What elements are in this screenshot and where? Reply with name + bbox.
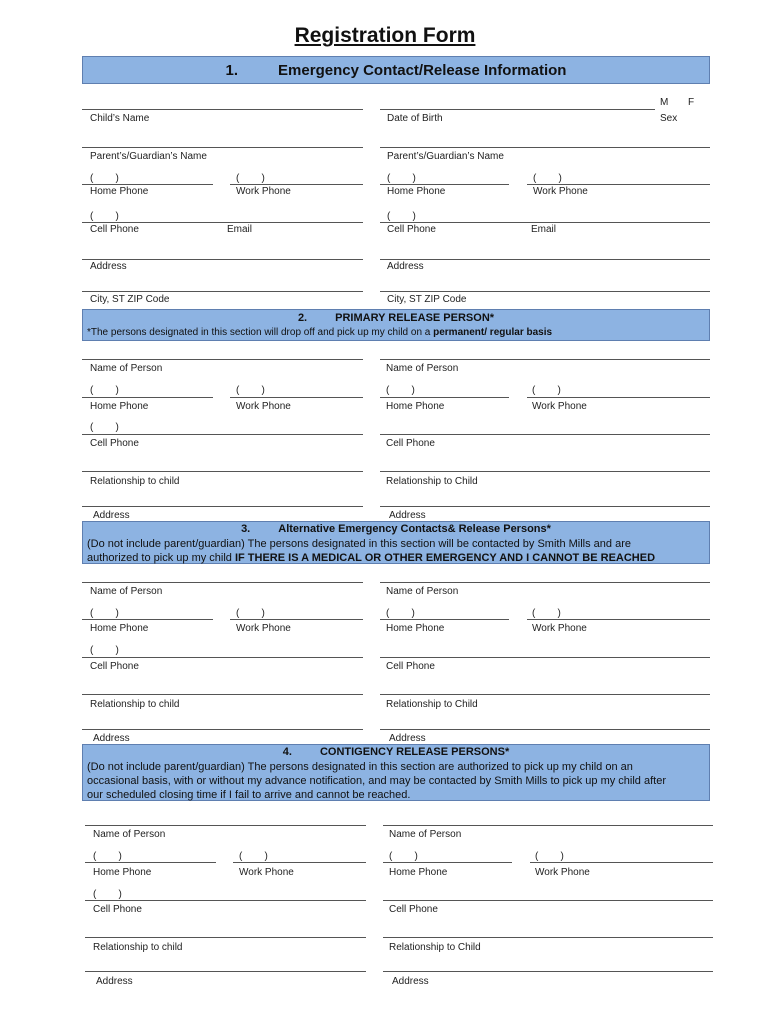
section-3-line-1: (Do not include parent/guardian) The persons designated in this section will be contacted by Smith Mills and are [87, 538, 631, 550]
cell-email-line-2[interactable] [380, 222, 710, 223]
section-1-number: 1. [225, 62, 239, 79]
name-of-person-label: Name of Person [386, 363, 459, 374]
s2-name-line-2[interactable] [380, 359, 710, 360]
area-code-paren: ( ) [239, 851, 268, 862]
section-3-header [82, 521, 710, 564]
s3-work-phone-line-1[interactable] [230, 619, 363, 620]
s2-cell-line-2[interactable] [380, 434, 710, 435]
home-phone-label: Home Phone [93, 867, 152, 878]
section-4-header [82, 744, 710, 801]
s3-relationship-line-2[interactable] [380, 694, 710, 695]
home-phone-label: Home Phone [387, 186, 446, 197]
address-label: Address [93, 510, 130, 521]
section-2-number: 2. [297, 312, 308, 324]
section-2-heading: PRIMARY RELEASE PERSON* [335, 312, 495, 324]
sex-label: Sex [660, 113, 678, 124]
relationship-label: Relationship to Child [386, 699, 478, 710]
area-code-paren: ( ) [535, 851, 564, 862]
area-code-paren: ( ) [236, 608, 265, 619]
s4-name-line-2[interactable] [383, 825, 713, 826]
parent-name-line-2[interactable] [380, 147, 710, 148]
s4-work-phone-line-1[interactable] [233, 862, 366, 863]
work-phone-label: Work Phone [532, 401, 587, 412]
childs-name-line[interactable] [82, 109, 363, 110]
name-of-person-label: Name of Person [386, 586, 459, 597]
city-line-2[interactable] [380, 291, 710, 292]
section-2-header [82, 309, 710, 341]
cell-phone-label: Cell Phone [90, 224, 139, 235]
section-4-line-3: our scheduled closing time if I fail to arrive and cannot be reached. [87, 789, 411, 801]
sex-m-option: M [660, 97, 669, 108]
section-3-line-2: authorized to pick up my child IF THERE IS A MEDICAL OR OTHER EMERGENCY AND I CANNOT BE REACHED [87, 552, 656, 564]
s4-address-line-1[interactable] [85, 971, 366, 972]
relationship-label: Relationship to child [90, 476, 180, 487]
s3-address-line-2[interactable] [380, 729, 710, 730]
date-of-birth-label: Date of Birth [387, 113, 443, 124]
s3-cell-line-2[interactable] [380, 657, 710, 658]
cell-phone-label: Cell Phone [90, 438, 139, 449]
work-phone-label: Work Phone [239, 867, 294, 878]
work-phone-line-2[interactable] [527, 184, 710, 185]
section-3-heading: Alternative Emergency Contacts& Release Persons* [278, 523, 551, 535]
section-1-header [82, 56, 710, 84]
s4-name-line-1[interactable] [85, 825, 366, 826]
area-code-paren: ( ) [532, 385, 561, 396]
section-3-number: 3. [241, 523, 251, 535]
childs-name-label: Child’s Name [90, 113, 150, 124]
relationship-label: Relationship to Child [386, 476, 478, 487]
address-label: Address [96, 976, 133, 987]
s2-work-phone-line-1[interactable] [230, 397, 363, 398]
date-of-birth-line[interactable] [380, 109, 655, 110]
section-2-note: *The persons designated in this section will drop off and pick up my child on a permanent/ regular basis [87, 327, 553, 338]
home-phone-label: Home Phone [389, 867, 448, 878]
area-code-paren: ( ) [387, 211, 416, 222]
work-phone-label: Work Phone [532, 623, 587, 634]
home-phone-label: Home Phone [386, 401, 445, 412]
parent-name-line-1[interactable] [82, 147, 363, 148]
area-code-paren: ( ) [386, 385, 415, 396]
cell-phone-label: Cell Phone [386, 661, 435, 672]
name-of-person-label: Name of Person [389, 829, 462, 840]
cell-phone-label: Cell Phone [93, 904, 142, 915]
area-code-paren: ( ) [533, 173, 562, 184]
address-label: Address [389, 510, 426, 521]
name-of-person-label: Name of Person [90, 586, 163, 597]
work-phone-label: Work Phone [236, 623, 291, 634]
sex-f-option: F [688, 97, 695, 108]
area-code-paren: ( ) [90, 608, 119, 619]
s3-name-line-2[interactable] [380, 582, 710, 583]
address-label: Address [90, 261, 127, 272]
area-code-paren: ( ) [387, 173, 416, 184]
s2-work-phone-line-2[interactable] [527, 397, 710, 398]
section-4-number: 4. [282, 746, 292, 758]
area-code-paren: ( ) [532, 608, 561, 619]
section-4-line-1: (Do not include parent/guardian) The persons designated in this section are authorized to pick up my child on an [87, 761, 633, 773]
cell-email-line-1[interactable] [82, 222, 363, 223]
s2-name-line-1[interactable] [82, 359, 363, 360]
area-code-paren: ( ) [90, 385, 119, 396]
s3-relationship-line-1[interactable] [82, 694, 363, 695]
s2-relationship-line-1[interactable] [82, 471, 363, 472]
s2-home-phone-line-2[interactable] [380, 397, 509, 398]
s3-cell-line-1[interactable] [82, 657, 363, 658]
s3-home-phone-line-1[interactable] [82, 619, 213, 620]
work-phone-line-1[interactable] [230, 184, 363, 185]
city-line-1[interactable] [82, 291, 363, 292]
cell-phone-label: Cell Phone [386, 438, 435, 449]
address-label: Address [389, 733, 426, 744]
work-phone-label: Work Phone [236, 186, 291, 197]
area-code-paren: ( ) [93, 889, 122, 900]
home-phone-label: Home Phone [90, 186, 149, 197]
work-phone-label: Work Phone [535, 867, 590, 878]
relationship-label: Relationship to Child [389, 942, 481, 953]
cell-phone-label: Cell Phone [389, 904, 438, 915]
s4-relationship-line-1[interactable] [85, 937, 366, 938]
name-of-person-label: Name of Person [90, 363, 163, 374]
email-label: Email [227, 224, 253, 235]
s3-work-phone-line-2[interactable] [527, 619, 710, 620]
section-4-heading: CONTIGENCY RELEASE PERSONS* [319, 746, 510, 758]
address-label: Address [93, 733, 130, 744]
s4-home-phone-line-2[interactable] [383, 862, 512, 863]
area-code-paren: ( ) [236, 385, 265, 396]
s2-home-phone-line-1[interactable] [82, 397, 213, 398]
s3-address-line-1[interactable] [82, 729, 363, 730]
home-phone-label: Home Phone [90, 401, 149, 412]
relationship-label: Relationship to child [93, 942, 183, 953]
work-phone-label: Work Phone [533, 186, 588, 197]
area-code-paren: ( ) [93, 851, 122, 862]
area-code-paren: ( ) [389, 851, 418, 862]
home-phone-label: Home Phone [386, 623, 445, 634]
relationship-label: Relationship to child [90, 699, 180, 710]
s2-relationship-line-2[interactable] [380, 471, 710, 472]
address-line-1[interactable] [82, 259, 363, 260]
area-code-paren: ( ) [90, 173, 119, 184]
city-label: City, ST ZIP Code [90, 294, 170, 305]
area-code-paren: ( ) [236, 173, 265, 184]
s2-address-line-2[interactable] [380, 506, 710, 507]
home-phone-label: Home Phone [90, 623, 149, 634]
s4-work-phone-line-2[interactable] [530, 862, 713, 863]
s4-address-line-2[interactable] [383, 971, 713, 972]
page-title: Registration Form [294, 24, 476, 47]
s4-cell-line-2[interactable] [383, 900, 713, 901]
area-code-paren: ( ) [90, 422, 119, 433]
cell-phone-label: Cell Phone [387, 224, 436, 235]
parent-name-label-2: Parent’s/Guardian’s Name [387, 151, 504, 162]
s4-cell-line-1[interactable] [85, 900, 366, 901]
area-code-paren: ( ) [386, 608, 415, 619]
area-code-paren: ( ) [90, 645, 119, 656]
home-phone-line-1[interactable] [82, 184, 213, 185]
s2-address-line-1[interactable] [82, 506, 363, 507]
address-label: Address [387, 261, 424, 272]
s3-home-phone-line-2[interactable] [380, 619, 509, 620]
section-1-heading: Emergency Contact/Release Information [278, 62, 567, 79]
city-label: City, ST ZIP Code [387, 294, 467, 305]
s4-relationship-line-2[interactable] [383, 937, 713, 938]
s4-home-phone-line-1[interactable] [85, 862, 216, 863]
email-label: Email [531, 224, 557, 235]
name-of-person-label: Name of Person [93, 829, 166, 840]
work-phone-label: Work Phone [236, 401, 291, 412]
s3-name-line-1[interactable] [82, 582, 363, 583]
section-4-line-2: occasional basis, with or without my advance notification, and may be contacted by Smith Mills to pick up my child after [87, 775, 666, 787]
parent-name-label-1: Parent’s/Guardian’s Name [90, 151, 207, 162]
address-line-2[interactable] [380, 259, 710, 260]
address-label: Address [392, 976, 429, 987]
s2-cell-line-1[interactable] [82, 434, 363, 435]
cell-phone-label: Cell Phone [90, 661, 139, 672]
home-phone-line-2[interactable] [380, 184, 509, 185]
area-code-paren: ( ) [90, 211, 119, 222]
